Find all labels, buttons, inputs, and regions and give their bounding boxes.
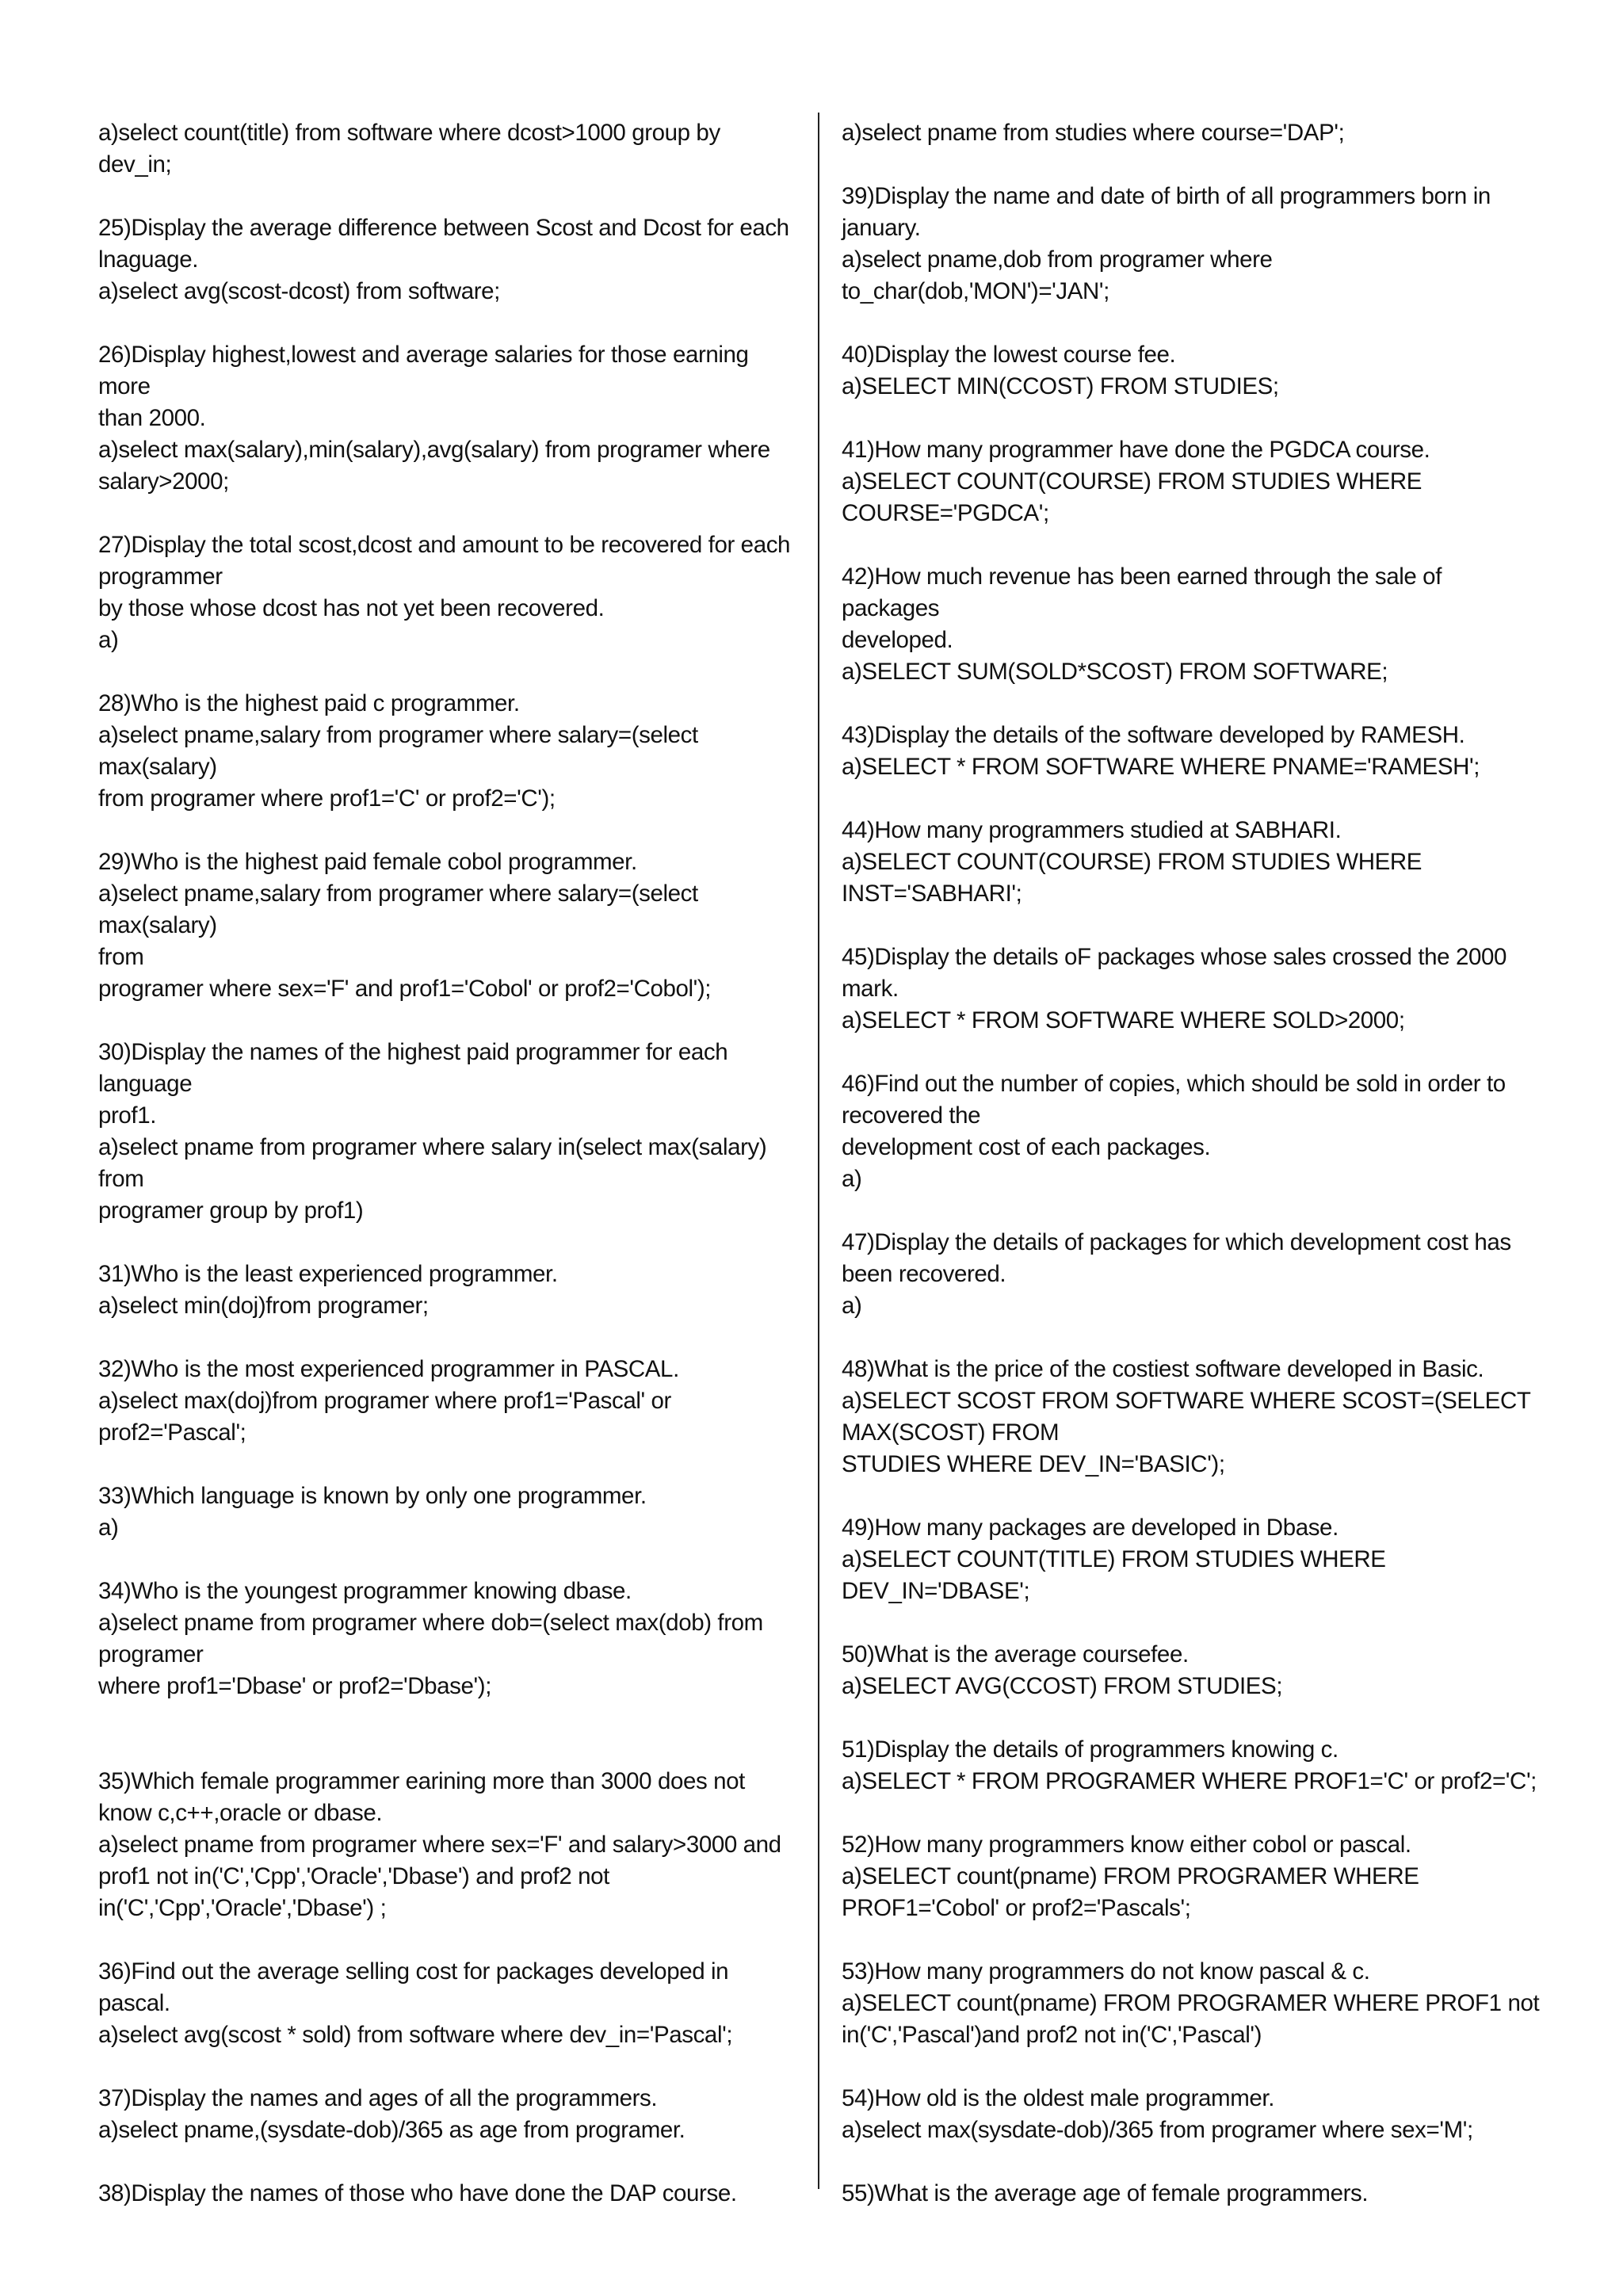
question-block bbox=[98, 212, 796, 308]
text-line: max(salary) bbox=[98, 754, 217, 780]
left-column bbox=[98, 117, 796, 2241]
question-block bbox=[98, 1576, 796, 1734]
question-block bbox=[842, 181, 1539, 308]
question-block bbox=[842, 1639, 1539, 1702]
text-line: more bbox=[98, 373, 151, 399]
text-line: 55)What is the average age of female programmers. bbox=[842, 2180, 1369, 2206]
question-block bbox=[98, 117, 796, 181]
question-block bbox=[842, 1512, 1539, 1607]
text-line: PROF1='Cobol' or prof2='Pascals'; bbox=[842, 1895, 1191, 1921]
text-line: 46)Find out the number of copies, which should be sold in order to bbox=[842, 1071, 1506, 1097]
text-line: a)select pname,salary from programer where salary=(select bbox=[98, 722, 698, 748]
text-line: 33)Which language is known by only one programmer. bbox=[98, 1483, 647, 1509]
text-line: 30)Display the names of the highest paid programmer for each bbox=[98, 1039, 728, 1065]
text-line: 39)Display the name and date of birth of all programmers born in bbox=[842, 183, 1491, 209]
text-line: DEV_IN='DBASE'; bbox=[842, 1578, 1030, 1604]
text-line: 47)Display the details of packages for which development cost has bbox=[842, 1229, 1511, 1255]
text-line: in('C','Cpp','Oracle','Dbase') ; bbox=[98, 1895, 387, 1921]
text-line: a)select count(title) from software where dcost>1000 group by bbox=[98, 120, 720, 146]
text-line: 25)Display the average difference between Scost and Dcost for each bbox=[98, 215, 789, 241]
text-line: 37)Display the names and ages of all the programmers. bbox=[98, 2085, 658, 2111]
question-block bbox=[98, 846, 796, 1005]
text-line: by those whose dcost has not yet been recovered. bbox=[98, 595, 605, 621]
text-line: a)SELECT * FROM SOFTWARE WHERE PNAME='RAMESH'; bbox=[842, 754, 1480, 780]
text-line: in('C','Pascal')and prof2 not in('C','Pascal') bbox=[842, 2022, 1262, 2048]
text-line: 38)Display the names of those who have done the DAP course. bbox=[98, 2180, 737, 2206]
text-line: packages bbox=[842, 595, 940, 621]
text-line: prof2='Pascal'; bbox=[98, 1419, 246, 1446]
text-line: a)SELECT COUNT(TITLE) FROM STUDIES WHERE bbox=[842, 1546, 1386, 1572]
text-line: INST='SABHARI'; bbox=[842, 881, 1022, 907]
text-line: a)select pname,dob from programer where bbox=[842, 246, 1273, 273]
right-column bbox=[842, 117, 1539, 2241]
question-block bbox=[98, 1037, 796, 1227]
question-block bbox=[98, 529, 796, 656]
question-block bbox=[98, 1259, 796, 1322]
text-line: language bbox=[98, 1071, 193, 1097]
text-line: a)SELECT MIN(CCOST) FROM STUDIES; bbox=[842, 373, 1279, 399]
question-block bbox=[98, 2083, 796, 2146]
text-line: 48)What is the price of the costiest software developed in Basic. bbox=[842, 1356, 1484, 1382]
text-line: pascal. bbox=[98, 1990, 170, 2016]
text-line: from bbox=[98, 944, 144, 970]
question-block bbox=[98, 339, 796, 498]
text-line: a)select pname from programer where dob=(select max(dob) from bbox=[98, 1610, 763, 1636]
text-line: programer where sex='F' and prof1='Cobol' or prof2='Cobol'); bbox=[98, 976, 712, 1002]
question-block bbox=[842, 339, 1539, 403]
text-line: 50)What is the average coursefee. bbox=[842, 1641, 1189, 1668]
question-block bbox=[98, 1766, 796, 1924]
text-line: than 2000. bbox=[98, 405, 206, 431]
text-line: 32)Who is the most experienced programmer in PASCAL. bbox=[98, 1356, 679, 1382]
text-line: 34)Who is the youngest programmer knowing dbase. bbox=[98, 1578, 632, 1604]
text-line: a)select pname,(sysdate-dob)/365 as age from programer. bbox=[98, 2117, 685, 2143]
text-line: a)SELECT * FROM PROGRAMER WHERE PROF1='C' or prof2='C'; bbox=[842, 1768, 1537, 1794]
question-block bbox=[842, 942, 1539, 1037]
question-block bbox=[842, 1956, 1539, 2051]
text-line: 51)Display the details of programmers knowing c. bbox=[842, 1736, 1338, 1763]
text-line: 44)How many programmers studied at SABHARI. bbox=[842, 817, 1342, 843]
text-line: STUDIES WHERE DEV_IN='BASIC'); bbox=[842, 1451, 1225, 1477]
text-line: salary>2000; bbox=[98, 468, 229, 495]
text-line: 29)Who is the highest paid female cobol programmer. bbox=[98, 849, 637, 875]
text-line: a)select max(salary),min(salary),avg(salary) from programer where bbox=[98, 437, 770, 463]
text-line: a)SELECT COUNT(COURSE) FROM STUDIES WHERE bbox=[842, 468, 1423, 495]
text-line bbox=[98, 1702, 796, 1734]
text-line: 36)Find out the average selling cost for packages developed in bbox=[98, 1958, 729, 1985]
text-line: lnaguage. bbox=[98, 246, 198, 273]
text-line: programmer bbox=[98, 563, 223, 590]
question-block bbox=[842, 561, 1539, 688]
text-line: COURSE='PGDCA'; bbox=[842, 500, 1049, 526]
text-line: 35)Which female programmer earining more than 3000 does not bbox=[98, 1768, 745, 1794]
text-line: where prof1='Dbase' or prof2='Dbase'); bbox=[98, 1673, 491, 1699]
text-line: a)SELECT COUNT(COURSE) FROM STUDIES WHERE bbox=[842, 849, 1423, 875]
text-line: a) bbox=[98, 627, 119, 653]
text-line: max(salary) bbox=[98, 912, 217, 938]
question-block bbox=[98, 2178, 796, 2210]
text-line: a)select pname from studies where course='DAP'; bbox=[842, 120, 1345, 146]
question-block bbox=[842, 117, 1539, 149]
text-line: 27)Display the total scost,dcost and amount to be recovered for each bbox=[98, 532, 791, 558]
text-line: january. bbox=[842, 215, 921, 241]
question-block bbox=[98, 1480, 796, 1544]
text-line: a)SELECT SCOST FROM SOFTWARE WHERE SCOST=(SELECT bbox=[842, 1388, 1531, 1414]
text-line: a)SELECT SUM(SOLD*SCOST) FROM SOFTWARE; bbox=[842, 659, 1388, 685]
text-line: 52)How many programmers know either cobol or pascal. bbox=[842, 1832, 1411, 1858]
text-line: to_char(dob,'MON')='JAN'; bbox=[842, 278, 1109, 304]
text-line: prof1. bbox=[98, 1102, 157, 1129]
text-line: a)SELECT * FROM SOFTWARE WHERE SOLD>2000; bbox=[842, 1007, 1405, 1033]
question-block bbox=[842, 1068, 1539, 1195]
text-line: a)select max(sysdate-dob)/365 from programer where sex='M'; bbox=[842, 2117, 1473, 2143]
text-line: 28)Who is the highest paid c programmer. bbox=[98, 690, 520, 716]
question-block bbox=[842, 1734, 1539, 1797]
question-block bbox=[842, 1829, 1539, 1924]
text-line: 54)How old is the oldest male programmer. bbox=[842, 2085, 1274, 2111]
question-block bbox=[98, 1956, 796, 2051]
text-line: a)select avg(scost-dcost) from software; bbox=[98, 278, 500, 304]
question-block bbox=[842, 815, 1539, 910]
text-line: 53)How many programmers do not know pascal & c. bbox=[842, 1958, 1370, 1985]
text-line: mark. bbox=[842, 976, 899, 1002]
question-block bbox=[842, 2083, 1539, 2146]
text-line: from programer where prof1='C' or prof2='C'); bbox=[98, 785, 556, 812]
question-block bbox=[842, 434, 1539, 529]
column-divider bbox=[818, 113, 819, 2189]
text-line: a)SELECT AVG(CCOST) FROM STUDIES; bbox=[842, 1673, 1283, 1699]
text-line: programer group by prof1) bbox=[98, 1198, 364, 1224]
text-line: a)SELECT count(pname) FROM PROGRAMER WHERE bbox=[842, 1863, 1419, 1889]
text-line: a) bbox=[98, 1515, 119, 1541]
text-line: a)select pname from programer where salary in(select max(salary) bbox=[98, 1134, 767, 1160]
text-line: a)select pname from programer where sex='F' and salary>3000 and bbox=[98, 1832, 781, 1858]
text-line: dev_in; bbox=[98, 151, 172, 178]
text-line: a) bbox=[842, 1166, 862, 1192]
text-line: 31)Who is the least experienced programmer. bbox=[98, 1261, 558, 1287]
text-line: programer bbox=[98, 1641, 204, 1668]
text-line: MAX(SCOST) FROM bbox=[842, 1419, 1060, 1446]
text-line: 26)Display highest,lowest and average salaries for those earning bbox=[98, 342, 749, 368]
text-line: been recovered. bbox=[842, 1261, 1006, 1287]
text-line: a)select avg(scost * sold) from software where dev_in='Pascal'; bbox=[98, 2022, 733, 2048]
question-block bbox=[98, 688, 796, 815]
text-line: prof1 not in('C','Cpp','Oracle','Dbase') and prof2 not bbox=[98, 1863, 609, 1889]
question-block bbox=[842, 1227, 1539, 1322]
question-block bbox=[842, 720, 1539, 783]
text-line: a) bbox=[842, 1293, 862, 1319]
text-line: a)select min(doj)from programer; bbox=[98, 1293, 429, 1319]
text-line: from bbox=[98, 1166, 144, 1192]
text-line: 40)Display the lowest course fee. bbox=[842, 342, 1176, 368]
question-block bbox=[842, 2178, 1539, 2210]
text-line: 42)How much revenue has been earned through the sale of bbox=[842, 563, 1442, 590]
question-block bbox=[98, 1354, 796, 1449]
text-line: a)select pname,salary from programer where salary=(select bbox=[98, 881, 698, 907]
text-line: 43)Display the details of the software developed by RAMESH. bbox=[842, 722, 1465, 748]
question-block bbox=[842, 1354, 1539, 1480]
text-line: 45)Display the details oF packages whose sales crossed the 2000 bbox=[842, 944, 1507, 970]
text-line: a)select max(doj)from programer where prof1='Pascal' or bbox=[98, 1388, 671, 1414]
text-line: a)SELECT count(pname) FROM PROGRAMER WHERE PROF1 not bbox=[842, 1990, 1540, 2016]
text-line: 41)How many programmer have done the PGDCA course. bbox=[842, 437, 1430, 463]
text-line: 49)How many packages are developed in Dbase. bbox=[842, 1515, 1338, 1541]
text-line: know c,c++,oracle or dbase. bbox=[98, 1800, 383, 1826]
text-line: development cost of each packages. bbox=[842, 1134, 1211, 1160]
text-line: recovered the bbox=[842, 1102, 981, 1129]
text-line: developed. bbox=[842, 627, 953, 653]
